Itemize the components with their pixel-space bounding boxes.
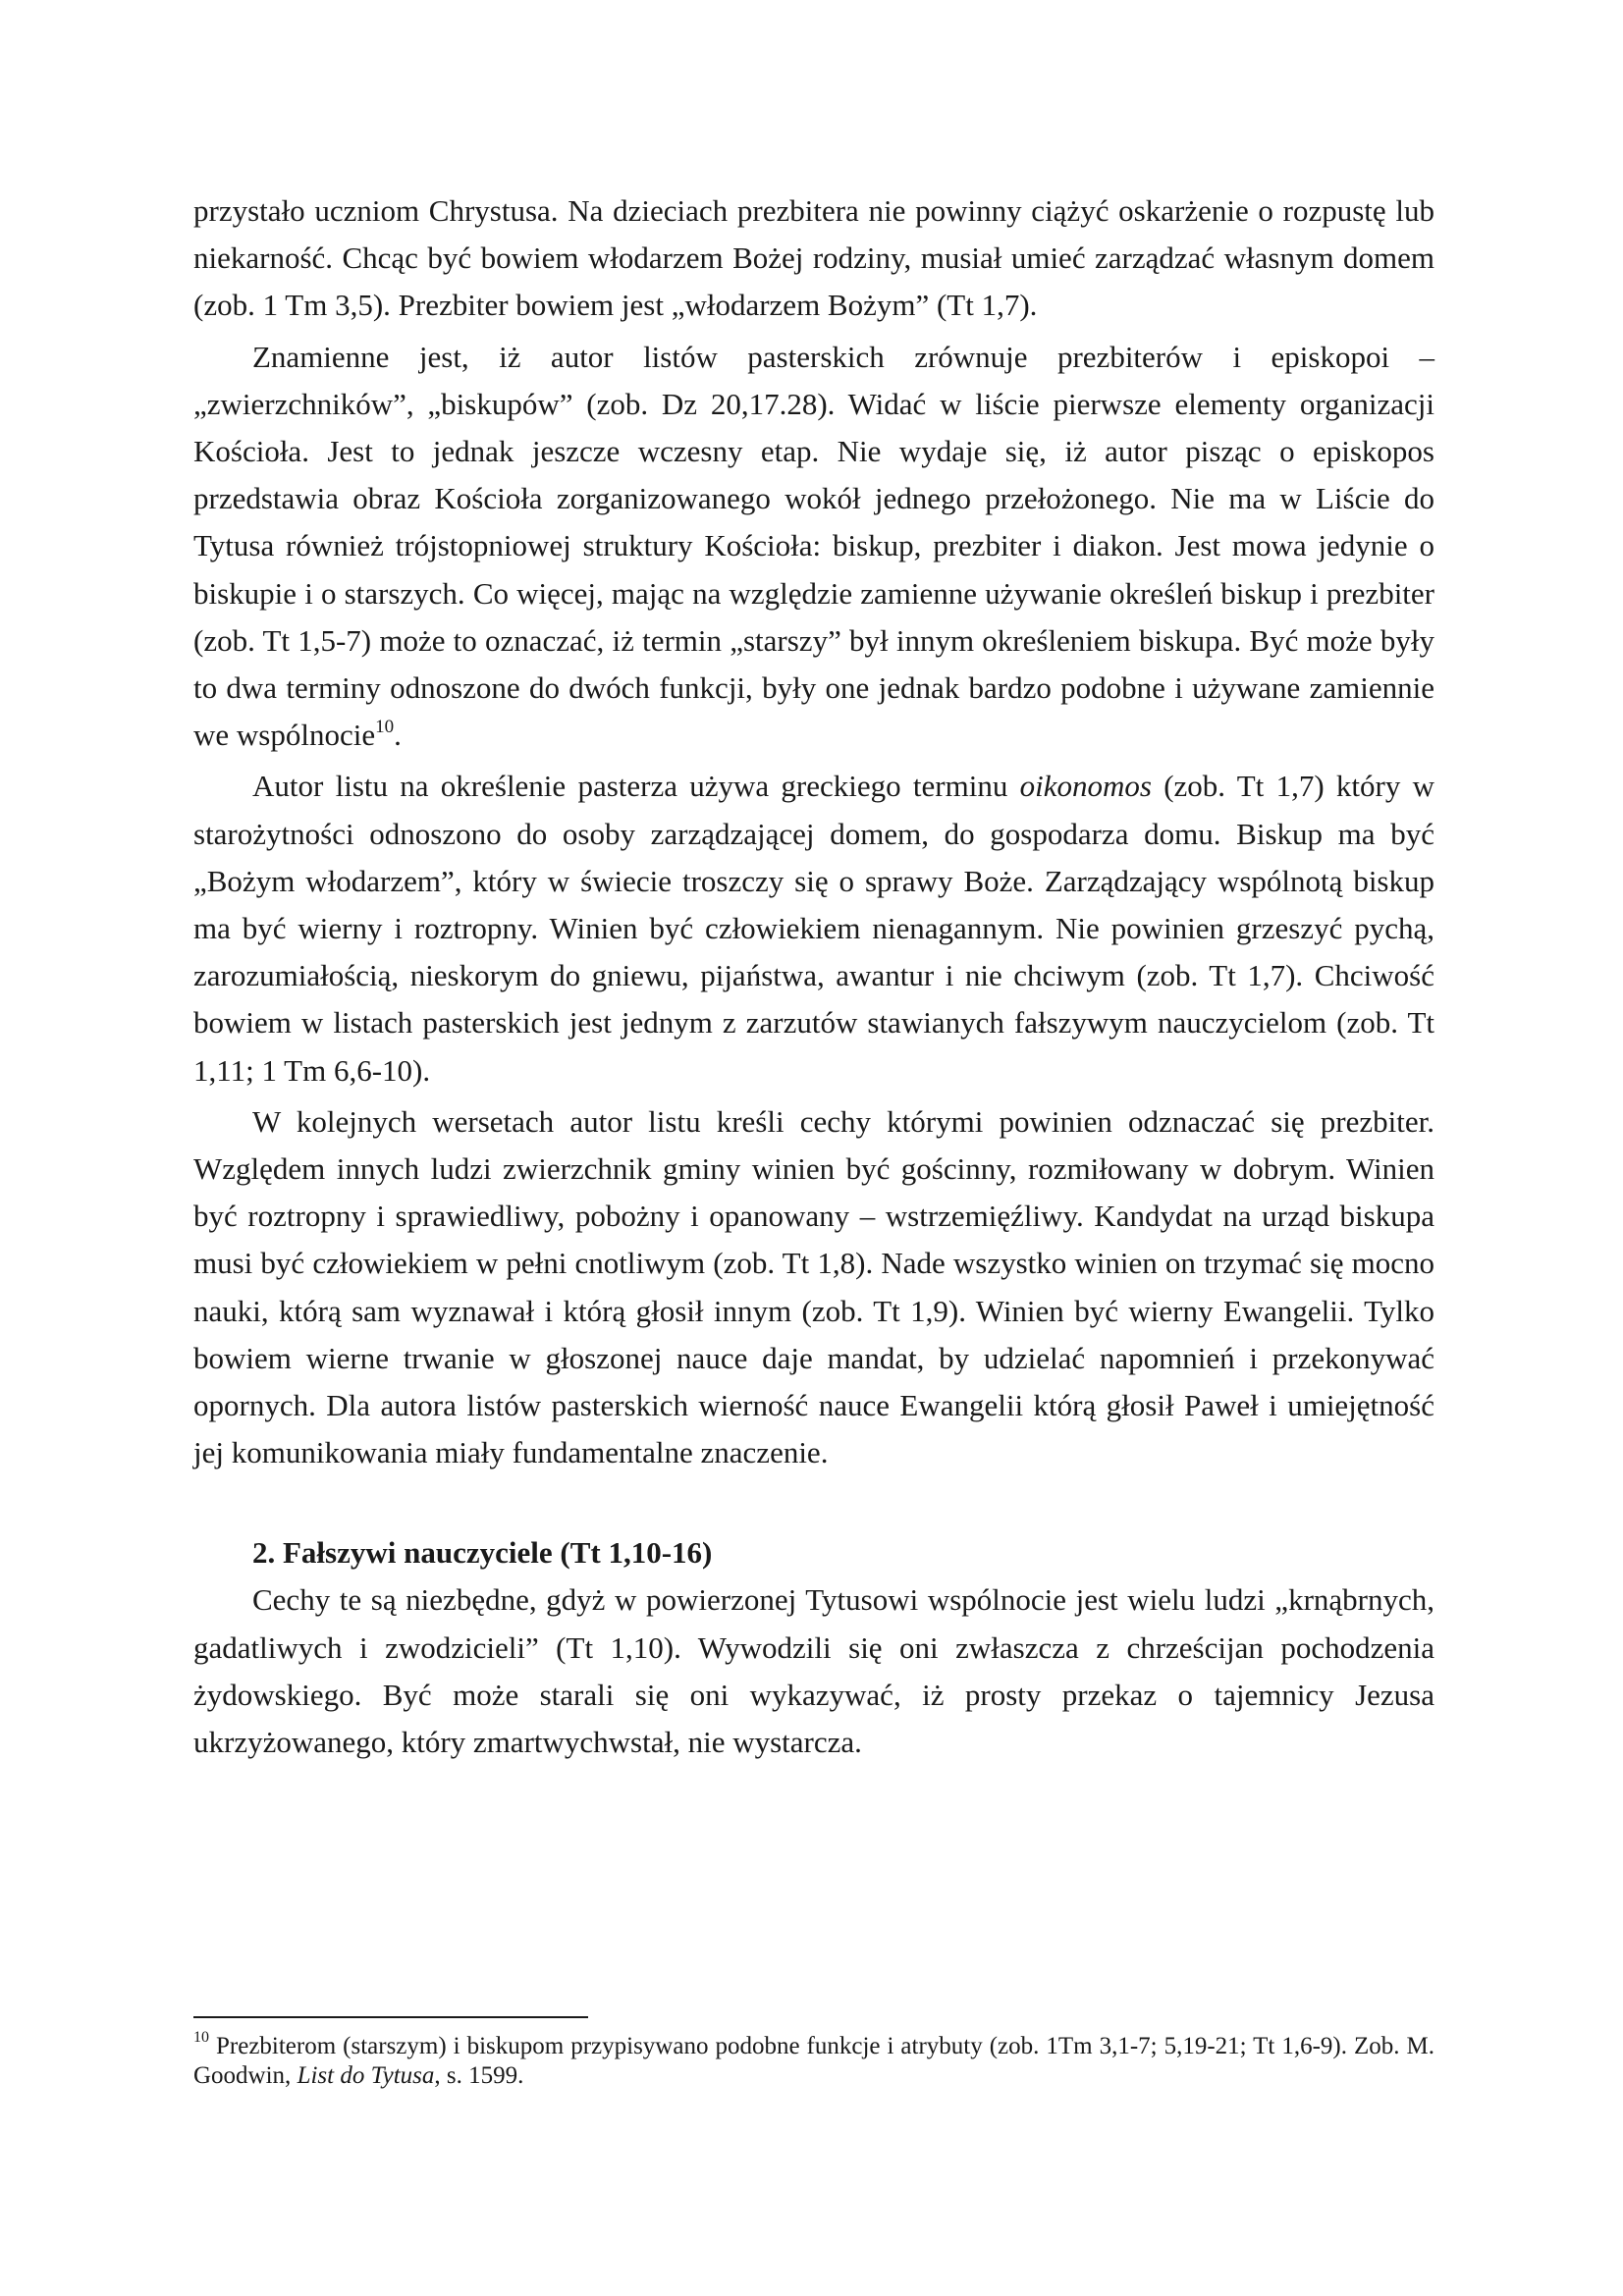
paragraph-3-text-a: Autor listu na określenie pasterza używa greckiego terminu (252, 769, 1020, 804)
section-paragraph-1: Cechy te są niezbędne, gdyż w powierzonej Tytusowi wspólnocie jest wielu ludzi „krnąbrnych, gadatliwych i zwodzicieli” (Tt 1,10). Wywodzili się oni zwłaszcza z chrześcijan pochodzenia żydowskiego. Być może starali się oni wykazywać, iż prosty przekaz o tajemnicy Jezusa ukrzyżowanego, który zmartwychwstał, nie wystarcza. (193, 1582, 1434, 1760)
footnotes-area (193, 2016, 1434, 2091)
paragraph-1: przystało uczniom Chrystusa. Na dzieciach prezbitera nie powinny ciążyć oskarżenie o rozpustę lub niekarność. Chcąc być bowiem włodarzem Bożej rodziny, musiał umieć zarządzać własnym domem (zob. 1 Tm 3,5). Prezbiter bowiem jest „włodarzem Bożym” (Tt 1,7). (193, 193, 1434, 323)
greek-term-oikonomos: oikonomos (1019, 769, 1152, 804)
footnote-separator-rule (193, 2016, 588, 2018)
footnote-10 (193, 2028, 1434, 2091)
paragraph-2-tail: . (394, 718, 402, 753)
page-body (193, 187, 1434, 1766)
footnote-book-title: List do Tytusa (297, 2062, 435, 2089)
footnote-text-b: , s. 1599. (434, 2062, 524, 2089)
paragraph-2-text: Znamienne jest, iż autor listów pasterskich zrównuje prezbiterów i episkopoi – „zwierzchników”, „biskupów” (zob. Dz 20,17.28). Widać w liście pierwsze elementy organizacji Kościoła. Jest to jednak jeszcze wczesny etap. Nie wydaje się, iż autor pisząc o episkopos przedstawia obraz Kościoła zorganizowanego wokół jednego przełożonego. Nie ma w Liście do Tytusa również trójstopniowej struktury Kościoła: biskup, prezbiter i diakon. Jest mowa jedynie o biskupie i o starszych. Co więcej, mając na względzie zamienne używanie określeń biskup i prezbiter (zob. Tt 1,5-7) może to oznaczać, iż termin „starszy” był innym określeniem biskupa. Być może były to dwa terminy odnoszone do dwóch funkcji, były one jednak bardzo podobne i używane zamiennie we wspólnocie (193, 339, 1434, 753)
footnote-text-a: Prezbiterom (starszym) i biskupom przypisywano podobne funkcje i atrybuty (zob. 1Tm 3,1-7; 5,19-21; Tt 1,6-9). Zob. M. Goodwin, (193, 2033, 1434, 2089)
paragraph-3-text-b: (zob. Tt 1,7) który w starożytności odnoszono do osoby zarządzającej domem, do gospodarza domu. Biskup ma być „Bożym włodarzem”, który w świecie troszczy się o sprawy Boże. Zarządzający wspólnotą biskup ma być wierny i roztropny. Winien być człowiekiem nienagannym. Nie powinien grzeszyć pychą, zarozumiałością, nieskorym do gniewu, pijaństwa, awantur i nie chciwym (zob. Tt 1,7). Chciwość bowiem w listach pasterskich jest jednym z zarzutów stawianych fałszywym nauczycielom (zob. Tt 1,11; 1 Tm 6,6-10). (193, 769, 1435, 1088)
paragraph-2 (193, 334, 1434, 760)
paragraph-3 (193, 763, 1434, 1094)
footnote-number: 10 (193, 2028, 209, 2046)
section-heading: 2. Fałszywi nauczyciele (Tt 1,10-16) (252, 1535, 713, 1571)
footnote-reference-10[interactable]: 10 (375, 716, 395, 737)
paragraph-4: W kolejnych wersetach autor listu kreśli cechy którymi powinien odznaczać się prezbiter. Względem innych ludzi zwierzchnik gminy winien być gościnny, rozmiłowany w dobrym. Winien być roztropny i sprawiedliwy, pobożny i opanowany – wstrzemięźliwy. Kandydat na urząd biskupa musi być człowiekiem w pełni cnotliwym (zob. Tt 1,8). Nade wszystko winien on trzymać się mocno nauki, którą sam wyznawał i którą głosił innym (zob. Tt 1,9). Winien być wierny Ewangelii. Tylko bowiem wierne trwanie w głoszonej nauce daje mandat, by udzielać napomnień i przekonywać opornych. Dla autora listów pasterskich wierność nauce Ewangelii którą głosił Paweł i umiejętność jej komunikowania miały fundamentalne znaczenie. (193, 1103, 1434, 1470)
